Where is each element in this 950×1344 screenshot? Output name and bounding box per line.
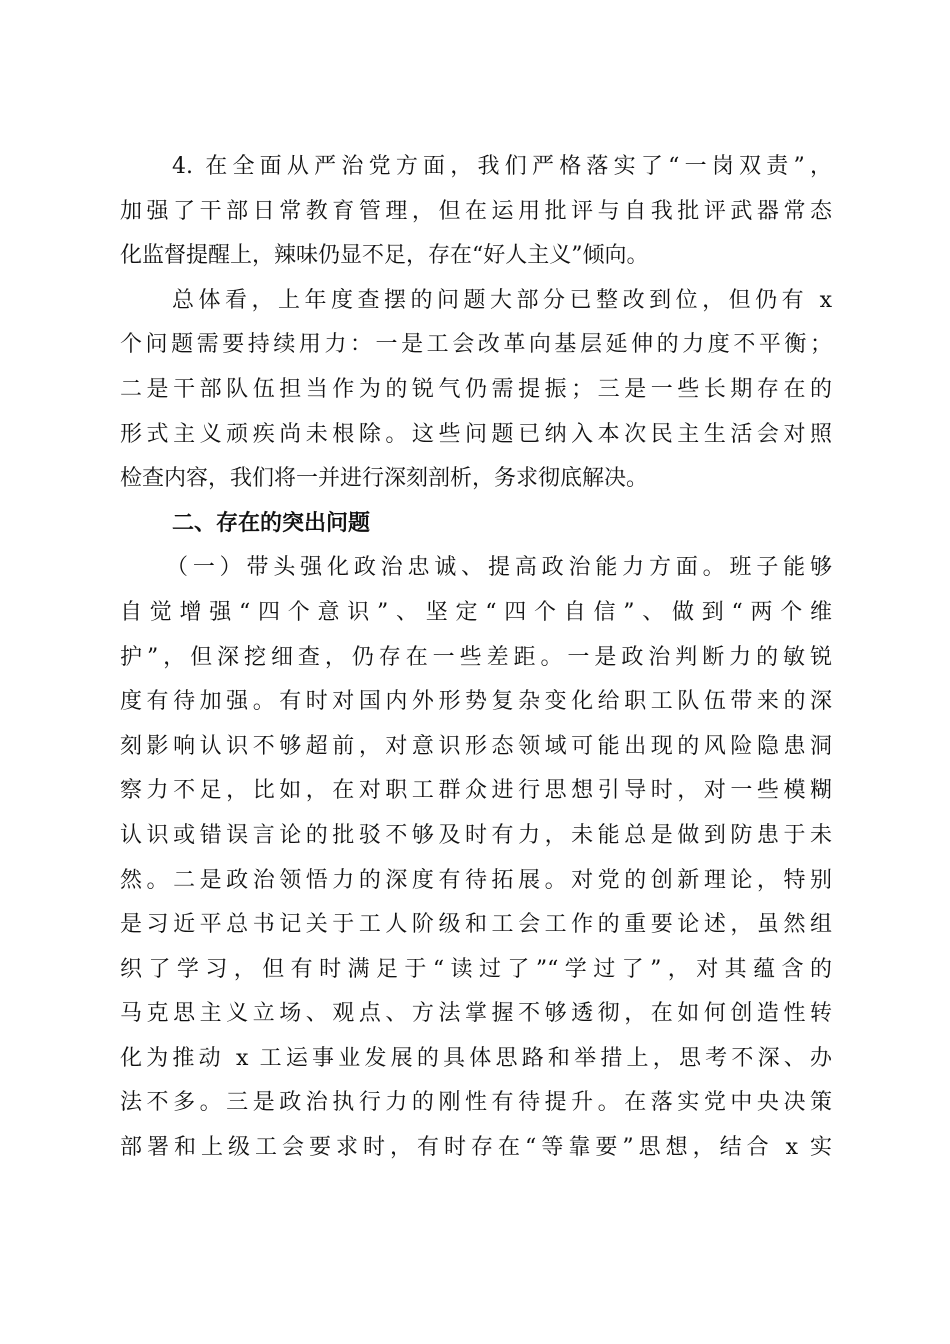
text-line: 总体看，上年度查摆的问题大部分已整改到位，但仍有 x [172,287,832,313]
text-line: 检查内容，我们将一并进行深刻剖析，务求彻底解决。 [120,466,649,492]
paragraph-item-4 [120,145,832,279]
text-line: 化监督提醒上，辣味仍显不足，存在“好人主义”倾向。 [120,243,649,269]
text-line: 自觉增强“四个意识”、坚定“四个自信”、做到“两个维 [120,599,832,625]
text-line: 护”，但深挖细查，仍存在一些差距。一是政治判断力的敏锐 [120,644,832,670]
text-line: 察力不足，比如，在对职工群众进行思想引导时，对一些模糊 [120,778,832,804]
text-line: 加强了干部日常教育管理，但在运用批评与自我批评武器常态 [120,198,832,224]
section-heading: 二、存在的突出问题 [172,510,371,536]
text-line: 度有待加强。有时对国内外形势复杂变化给职工队伍带来的深 [120,689,832,715]
text-line: 二是干部队伍担当作为的锐气仍需提振；三是一些长期存在的 [120,376,832,402]
text-line: 是习近平总书记关于工人阶级和工会工作的重要论述，虽然组 [120,912,832,938]
text-line: 4. 在全面从严治党方面，我们严格落实了“一岗双责”， [172,154,832,179]
paragraph-summary [120,279,832,502]
text-line: 织了学习，但有时满足于“读过了”“学过了”，对其蕴含的 [120,956,832,982]
document-page [120,145,832,1171]
text-line: 个问题需要持续用力：一是工会改革向基层延伸的力度不平衡； [120,332,832,358]
text-line: 部署和上级工会要求时，有时存在“等靠要”思想，结合 x 实 [120,1135,832,1161]
paragraph-section-1 [120,546,832,1170]
text-line: 法不多。三是政治执行力的刚性有待提升。在落实党中央决策 [120,1090,832,1116]
text-line: （一）带头强化政治忠诚、提高政治能力方面。班子能够 [166,555,832,581]
text-line: 形式主义顽疾尚未根除。这些问题已纳入本次民主生活会对照 [120,421,832,447]
text-line: 化为推动 x 工运事业发展的具体思路和举措上，思考不深、办 [120,1045,832,1071]
text-line: 马克思主义立场、观点、方法掌握不够透彻，在如何创造性转 [120,1001,832,1027]
text-line: 刻影响认识不够超前，对意识形态领域可能出现的风险隐患洞 [120,733,832,759]
text-line: 然。二是政治领悟力的深度有待拓展。对党的创新理论，特别 [120,867,832,893]
text-line: 认识或错误言论的批驳不够及时有力，未能总是做到防患于未 [120,822,832,848]
